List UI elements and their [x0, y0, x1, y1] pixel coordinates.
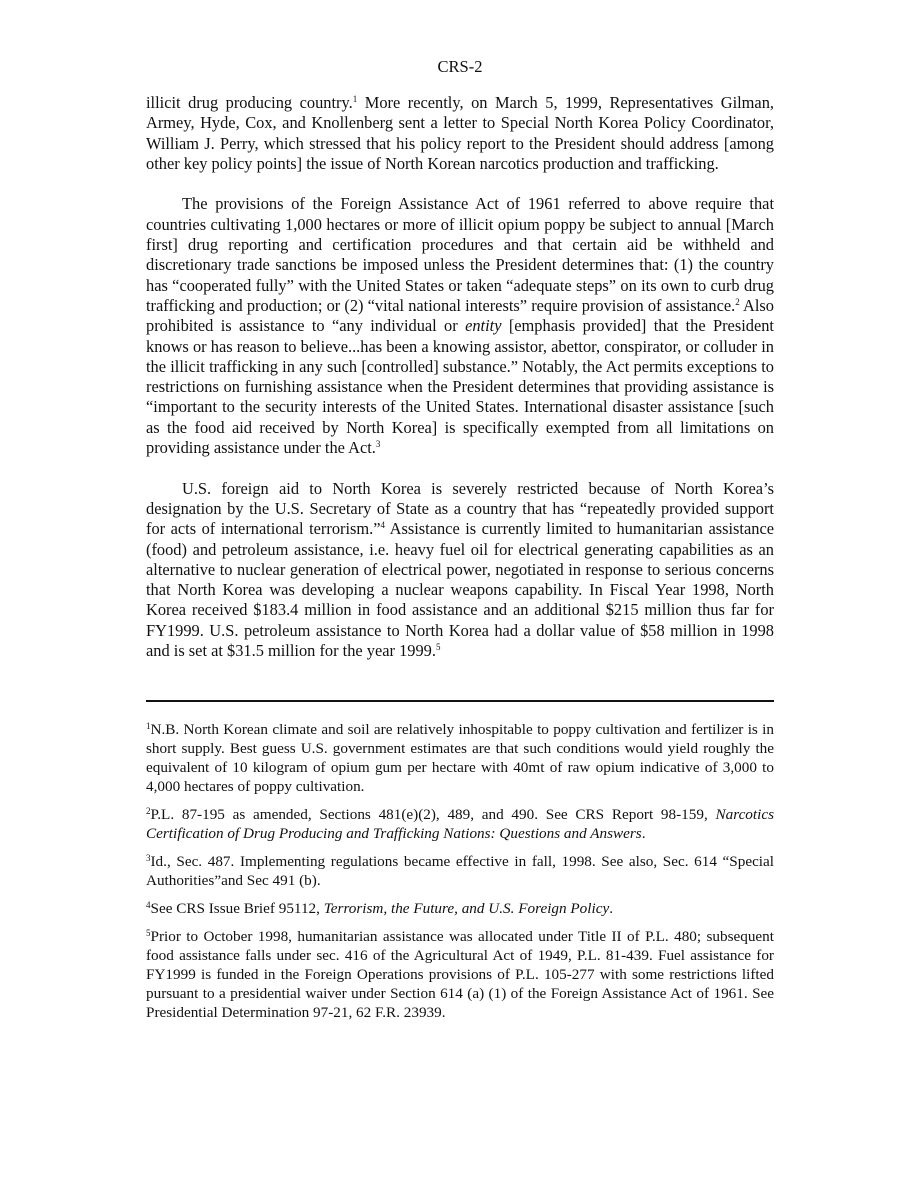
footnote [146, 805, 774, 843]
text-run: Assistance is currently limited to humanitarian assistance (food) and petroleum assistance, i.e. heavy fuel oil for electrical generating capabilities as an alternative to nuclear generation of electrical power, negotiated in response to serious concerns that North Korea was developing a nuclear weapons capability. In Fiscal Year 1998, North Korea received $183.4 million in food assistance and an additional $215 million thus far for FY1999. U.S. petroleum assistance to North Korea had a dollar value of $58 million in 1998 and is set at $31.5 million for the year 1999. [146, 519, 774, 661]
text-run: U.S. foreign aid to North Korea is severely restricted because of North Korea’s designation by the U.S. Secretary of State as a country that has “repeatedly provided support for acts of international terrorism.” [146, 478, 774, 539]
body-text [146, 93, 774, 682]
text-run: illicit drug producing country. [146, 93, 353, 112]
text-run: Id., Sec. 487. Implementing regulations became effective in fall, 1998. See also, Sec. 614 “Special Authorities”and Sec 491 (b). [146, 853, 774, 889]
footnote-ref: 2 [146, 806, 151, 816]
footnote-ref: 1 [146, 721, 151, 731]
footnote-ref: 4 [380, 520, 386, 531]
body-paragraph [146, 479, 774, 662]
footnote [146, 720, 774, 796]
footnote-ref: 5 [146, 928, 151, 938]
footnote-ref: 4 [146, 900, 151, 910]
footnote-ref: 1 [352, 94, 358, 104]
footnote [146, 852, 774, 890]
text-run: N.B. North Korean climate and soil are relatively inhospitable to poppy cultivation and fertilizer is in short supply. Best guess U.S. government estimates are that such conditions would yield roughly the equivalent of 10 kilogram of opium gum per hectare with 40mt of raw opium indicative of 3,000 to 4,000 hectares of poppy cultivation. [146, 721, 774, 795]
text-run: Also prohibited is assistance to “any individual or [146, 295, 774, 336]
footnote-ref: 5 [435, 642, 441, 653]
italic-text: entity [465, 316, 502, 336]
footnote-ref: 3 [375, 439, 381, 450]
footnote-ref: 3 [146, 853, 151, 863]
text-run: See CRS Issue Brief 95112, [150, 900, 324, 917]
italic-text: Terrorism, the Future, and U.S. Foreign Policy [323, 900, 610, 917]
text-run: Prior to October 1998, humanitarian assistance was allocated under Title II of P.L. 480; subsequent food assistance falls under sec. 416 of the Agricultural Act of 1949, P.L. 81-439. Fuel assistance for FY1999 is funded in the Foreign Operations provisions of P.L. 105-277 with some restrictions lifted pursuant to a presidential waiver under Section 614 (a) (1) of the Foreign Assistance Act of 1961. See Presidential Determination 97-21, 62 F.R. 23939. [146, 928, 774, 1021]
text-run: P.L. 87-195 as amended, Sections 481(e)(2), 489, and 490. See CRS Report 98-159, [150, 806, 716, 823]
footnote [146, 899, 774, 918]
text-run: . [641, 825, 646, 842]
body-paragraph [146, 93, 774, 174]
footnote-divider [146, 700, 774, 702]
footnote-ref: 2 [735, 296, 740, 307]
page-header: CRS-2 [437, 57, 483, 76]
text-run: . [609, 900, 613, 917]
footnote [146, 927, 774, 1022]
footnotes [146, 720, 774, 1031]
text-run: The provisions of the Foreign Assistance Act of 1961 referred to above require that countries cultivating 1,000 hectares or more of illicit opium poppy be subject to annual [March first] drug reporting and certification procedures and that certain aid be withheld and discretionary trade sanctions be imposed unless the President determines that: (1) the country has “cooperated fully” with the United States or taken “adequate steps” on its own to curb drug trafficking and production; or (2) “vital national interests” require provision of assistance. [146, 194, 774, 315]
body-paragraph [146, 194, 774, 458]
italic-text: Narcotics Certification of Drug Producing and Trafficking Nations: Questions and Answers [146, 806, 774, 842]
text-run: [emphasis provided] that the President knows or has reason to believe...has been a knowing assistor, abettor, conspirator, or colluder in the illicit trafficking in any such [controlled] substance.” Notably, the Act permits exceptions to restrictions on furnishing assistance when the President determines that providing assistance is “important to the security interests of the United States. International disaster assistance [such as the food aid received by North Korea] is specifically exempted from all limitations on providing assistance under the Act. [146, 316, 774, 458]
text-run: More recently, on March 5, 1999, Representatives Gilman, Armey, Hyde, Cox, and Knollenberg sent a letter to Special North Korea Policy Coordinator, William J. Perry, which stressed that his policy report to the President should address [among other key policy points] the issue of North Korean narcotics production and trafficking. [146, 93, 774, 173]
